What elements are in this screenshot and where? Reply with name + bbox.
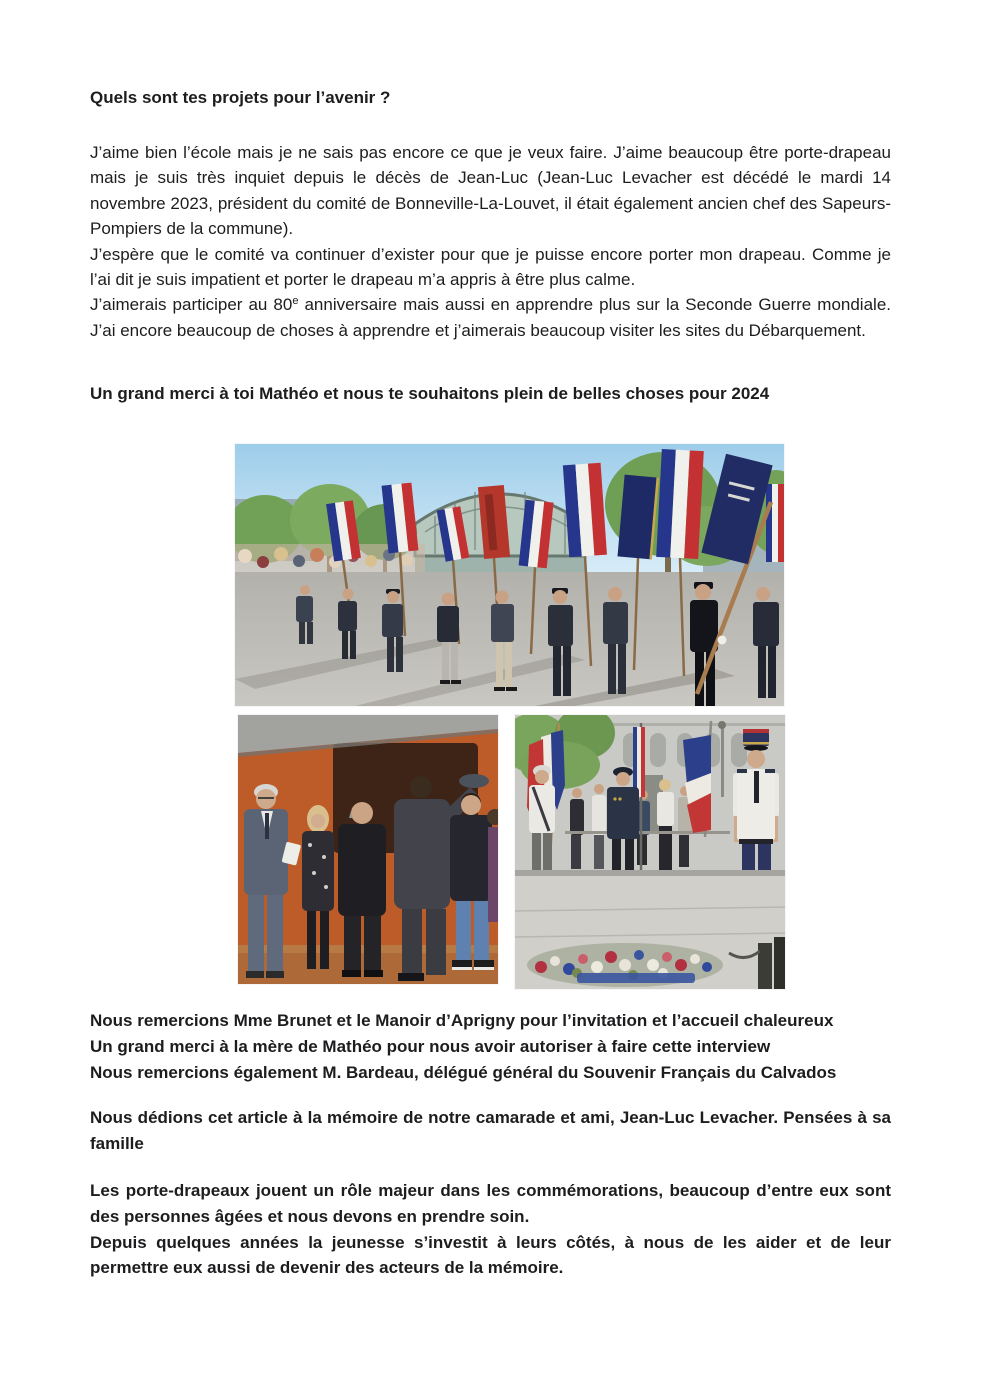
- parade-illustration: [235, 444, 784, 706]
- answer-paragraph-3-start: J’aimerais participer au 80: [90, 295, 293, 315]
- credit-line-mere-matheo: Un grand merci à la mère de Mathéo pour nous avoir autoriser à faire cette interview: [90, 1037, 771, 1056]
- closing-paragraph-2: Depuis quelques années la jeunesse s’investit à leurs côtés, à nous de les aider et de leur permettre eux aussi de devenir des acteurs de la mémoire.: [90, 1232, 891, 1278]
- photo-ceremony-indoor: [238, 715, 498, 984]
- credits-section: [90, 1008, 891, 1086]
- answer-paragraph-3: [90, 292, 891, 343]
- question-heading: Quels sont tes projets pour l’avenir ?: [90, 88, 391, 107]
- credit-line-brunet: Nous remercions Mme Brunet et le Manoir d’Aprigny pour l’invitation et l’accueil chaleureux: [90, 1011, 834, 1030]
- interview-answer: [90, 140, 891, 343]
- answer-paragraph-2: J’espère que le comité va continuer d’exister pour que je puisse encore porter mon drapeau. Comme je l’ai dit je suis impatient et porter le drapeau m’a appris à être plus calme.: [90, 244, 891, 290]
- dedication-line: Nous dédions cet article à la mémoire de notre camarade et ami, Jean-Luc Levacher. Pensées à sa famille: [90, 1108, 891, 1153]
- closing-paragraph-1: Les porte-drapeaux jouent un rôle majeur dans les commémorations, beaucoup d’entre eux sont des personnes âgées et nous devons en prendre soin.: [90, 1181, 891, 1226]
- closing-section: [90, 1178, 891, 1281]
- answer-paragraph-1: J’aime bien l’école mais je ne sais pas encore ce que je veux faire. J’aime beaucoup être porte-drapeau mais je suis très inquiet depuis le décès de Jean-Luc (Jean-Luc Levacher est décédé le mardi 14 novembre 2023, président du comité de Bonneville-La-Louvet, il était également ancien chef des Sapeurs-Pompiers de la commune).: [90, 143, 891, 239]
- superscript-e: e: [292, 295, 299, 308]
- photo-parade: [235, 444, 784, 706]
- thanks-matheo-line: Un grand merci à toi Mathéo et nous te souhaitons plein de belles choses pour 2024: [90, 384, 770, 403]
- credit-line-bardeau: Nous remercions également M. Bardeau, délégué général du Souvenir Français du Calvados: [90, 1063, 837, 1082]
- indoor-ceremony-illustration: [238, 715, 498, 984]
- memorial-ceremony-illustration: [515, 715, 785, 989]
- answer-paragraph-3-end: anniversaire mais aussi en apprendre plus sur la Seconde Guerre mondiale. J’ai encore beaucoup de choses à apprendre et j’aimerais beaucoup visiter les sites du Débarquement.: [90, 295, 891, 340]
- photo-ceremony-memorial: [515, 715, 785, 989]
